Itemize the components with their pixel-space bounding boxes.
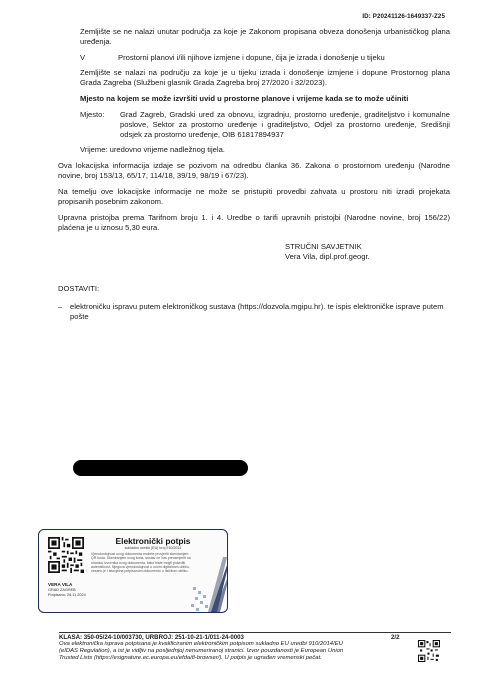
qr-code-small-icon[interactable] <box>418 640 440 662</box>
place-value: Grad Zagreb, Gradski ured za obnovu, izgradnju, prostorno uređenje, graditeljstvo i komunalne poslove, Sektor za prostorno uređenje i graditeljstvo, Odjel za prostorno uređenje, Središnji odsjek za prostorno uređenje, OIB 61817894937 <box>120 109 450 139</box>
section-v-title: Prostorni planovi i/ili njihove izmjene i dopune, čija je izrada i donošenje u tijeku <box>118 53 385 63</box>
delivery-item-text: elektroničku ispravu putem elektroničkog sustava (https://dozvola.mgipu.hr). te ispis elektroničke isprave putem pošte <box>70 301 444 321</box>
qr-code-icon[interactable] <box>48 537 84 573</box>
signatory-name: Vera Vila, dipl.prof.geogr. <box>285 251 370 261</box>
paragraph-fee: Upravna pristojba prema Tarifnom broju 1. i 4. Uredbe o tarifi upravnih pristojbi (Narodne novine, broj 156/22) plaćena je u iznosu 5,30 eura. <box>58 213 450 233</box>
paragraph-plan-changes: Zemljište se nalazi na području za koje je u tijeku izrada i donošenje izmjene i dopune Prostornog plana Grada Zagreba (Službeni glasnik Grada Zagreba broj 27/2020 i 32/2023). <box>80 68 450 88</box>
signatory-block <box>285 242 450 262</box>
place-label: Mjesto: <box>80 109 105 119</box>
document-id: ID: P20241126-1649337-Z25 <box>362 13 445 20</box>
signature-description: Vjerodostojnost ovog dokumenta možete provjeriti skeniranjem QR koda. Skeniranjem ovog koda, sustav će Vas preusmjeriti na stranicu izvornika ovog dokumenta, kako biste mogli potvrditi autentičnost. Njegova vjerodostojnost u ovom digitalnom obliku, vezano je i istovjetna potpisanom dokumentu u fizičkom obliku. <box>91 552 191 574</box>
signed-date: Potpisano: 26.11.2024 <box>48 593 86 597</box>
footer-notice: Ova elektronička isprava potpisana je kvalificiranim elektroničkim potpisom sukladno EU uredbi 910/2014/EU (eIDAS Regulation), a ist je vidljiv na posljednjoj nenumeriranoj stranici. Izvor pouzdanosti je European Union Trusted Lists (https://esignature.ec.europa.eu/efda/tl-browser/). U potpis je ugrađen vremenski pečat. <box>59 641 344 662</box>
decorative-stripes-icon <box>187 557 227 612</box>
signer-name: VERA VILA <box>48 582 73 587</box>
signature-title: Elektronički potpis <box>115 536 191 546</box>
place-row <box>80 110 450 140</box>
electronic-signature-box <box>38 529 228 613</box>
page-number: 2/2 <box>391 634 400 641</box>
footer-divider <box>59 632 451 633</box>
redaction-bar <box>73 460 248 476</box>
paragraph-legal-basis: Ova lokacijska informacija izdaje se pozivom na odredbu članka 36. Zakona o prostornom uređenju (Narodne novine, broj 153/13, 65/17, 114/18, 39/19, 98/19 i 67/23). <box>58 160 450 181</box>
delivery-item <box>58 302 450 322</box>
footer-classification: KLASA: 350-05/24-10/003730, URBROJ: 251-10-21-1/011-24-0003 <box>59 634 244 641</box>
delivery-heading: DOSTAVITI: <box>58 283 100 293</box>
time-row: Vrijeme: uredovno vrijeme nadležnog tijela. <box>80 144 225 154</box>
paragraph-zoning: Zemljište se ne nalazi unutar područja za koje je Zakonom propisana obveza donošenja urbanističkog plana uređenja. <box>80 27 450 47</box>
signature-subtitle: sukladno uredbi (EU) broj 910/2014 <box>124 546 182 550</box>
paragraph-limitation: Na temelju ove lokacijske informacije ne može se pristupiti provedbi zahvata u prostoru niti izradi projekata propisanih posebnim zakonom. <box>58 187 450 207</box>
document-body <box>58 27 450 322</box>
section-letter: V <box>80 53 86 63</box>
signatory-title: STRUČNI SAVJETNIK <box>285 241 362 251</box>
section-heading: Mjesto na kojem se može izvršiti uvid u prostorne planove i vrijeme kada se to može učiniti <box>80 94 409 104</box>
list-dash: – <box>58 301 63 311</box>
signer-organization: GRAD ZAGREB <box>48 588 76 592</box>
section-v <box>80 53 450 63</box>
